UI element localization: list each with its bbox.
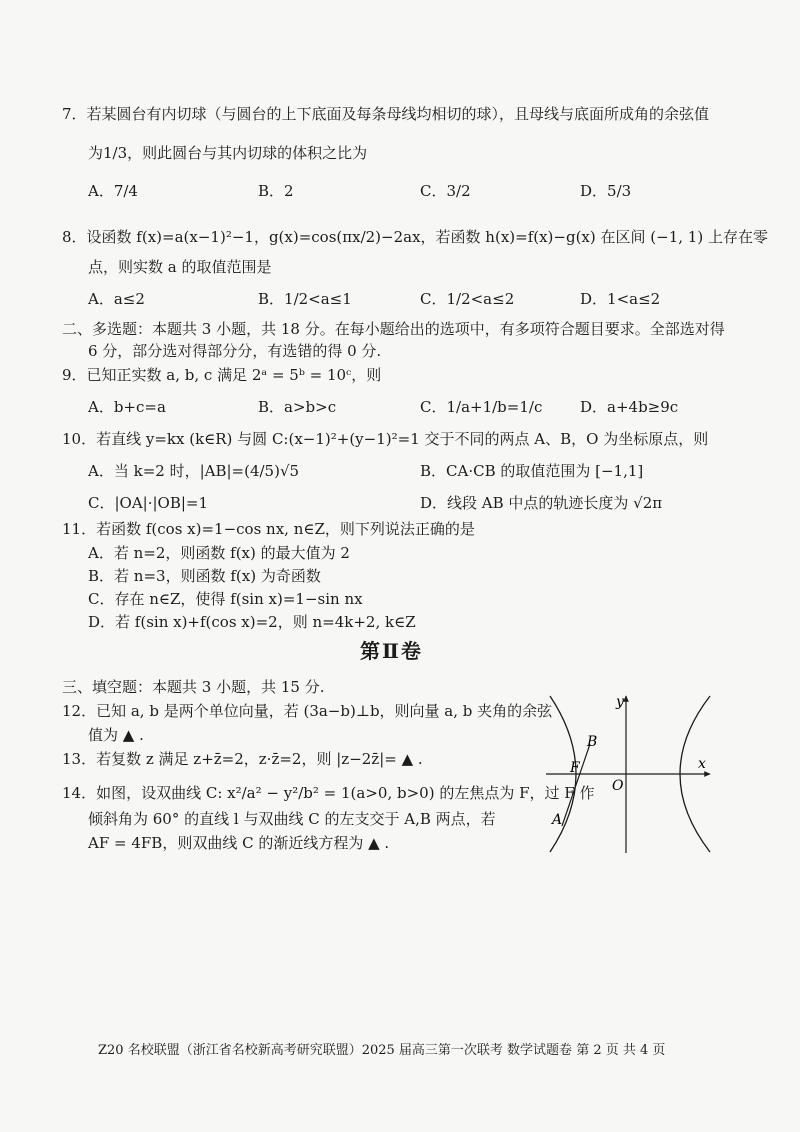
section3-heading: 三、填空题：本题共 3 小题，共 15 分. [62,678,325,696]
q9-option-b: B．a>b>c [258,398,337,416]
label-F: F [570,760,580,776]
q10-option-a: A．当 k=2 时，|AB|=(4/5)√5 [88,462,300,480]
q10-option-d: D．线段 AB 中点的轨迹长度为 √2π [420,494,663,512]
q8-option-b: B．1/2<a≤1 [258,290,352,308]
q8-option-a: A．a≤2 [88,290,145,308]
label-A: A [552,812,563,828]
section2-heading: 二、多选题：本题共 3 小题，共 18 分。在每小题给出的选项中，有多项符合题目要求。全部选对得 [62,320,725,338]
q7-option-b: B．2 [258,182,294,200]
q9-option-d: D．a+4b≥9c [580,398,679,416]
q11-stem: 11．若函数 f(cos x)=1−cos nx, n∈Z，则下列说法正确的是 [62,520,475,538]
q10-option-b: B．CA·CB 的取值范围为 [−1,1] [420,462,644,480]
q11-option-a: A．若 n=2，则函数 f(x) 的最大值为 2 [88,544,350,562]
q9-option-a: A．b+c=a [88,398,166,416]
q11-option-b: B．若 n=3，则函数 f(x) 为奇函数 [88,567,321,585]
q7-line2: 为1/3，则此圆台与其内切球的体积之比为 [88,144,368,162]
section2-scoring: 6 分，部分选对得部分分，有选错的得 0 分. [88,342,382,360]
label-x: x [698,756,706,772]
q14-line3: AF = 4FB，则双曲线 C 的渐近线方程为 ▲ . [88,834,390,852]
q10-stem: 10．若直线 y=kx (k∈R) 与圆 C:(x−1)²+(y−1)²=1 交于不同的两点 A、B，O 为坐标原点，则 [62,430,709,448]
q12-line2: 值为 ▲ . [88,726,144,744]
q8-line1: 8．设函数 f(x)=a(x−1)²−1，g(x)=cos(πx/2)−2ax，若函数 h(x)=f(x)−g(x) 在区间 (−1, 1) 上存在零 [62,228,768,246]
q12-line1: 12．已知 a, b 是两个单位向量，若 (3a−b)⊥b，则向量 a, b 夹角的余弦 [62,702,553,720]
q14-line2: 倾斜角为 60° 的直线 l 与双曲线 C 的左支交于 A,B 两点，若 [88,810,496,828]
label-y: y [616,694,624,710]
line-l [562,744,590,826]
q13-stem: 13．若复数 z 满足 z+z̄=2，z·z̄=2，则 |z−2z̄|= ▲ . [62,750,423,768]
hyperbola-figure [540,688,720,858]
q10-option-c: C．|OA|·|OB|=1 [88,494,209,512]
label-O: O [612,778,624,794]
q9-stem: 9．已知正实数 a, b, c 满足 2ᵃ = 5ᵇ = 10ᶜ，则 [62,366,382,384]
q14-line1: 14．如图，设双曲线 C: x²/a² − y²/b² = 1(a>0, b>0) 的左焦点为 F，过 F 作 [62,784,595,802]
q7-option-a: A．7/4 [88,182,138,200]
q8-option-d: D．1<a≤2 [580,290,661,308]
q7-line1: 7．若某圆台有内切球（与圆台的上下底面及每条母线均相切的球），且母线与底面所成角的余弦值 [62,105,710,123]
q7-option-d: D．5/3 [580,182,632,200]
q11-option-c: C．存在 n∈Z，使得 f(sin x)=1−sin nx [88,590,363,608]
q9-option-c: C．1/a+1/b=1/c [420,398,543,416]
q8-line2: 点，则实数 a 的取值范围是 [88,258,272,276]
page-footer: Z20 名校联盟（浙江省名校新高考研究联盟）2025 届高三第一次联考 数学试题卷 第 2 页 共 4 页 [98,1043,666,1058]
label-B: B [587,734,598,750]
q8-option-c: C．1/2<a≤2 [420,290,515,308]
q11-option-d: D．若 f(sin x)+f(cos x)=2，则 n=4k+2, k∈Z [88,613,416,631]
volume-2-title: 第Ⅱ卷 [360,639,423,663]
q7-option-c: C．3/2 [420,182,471,200]
